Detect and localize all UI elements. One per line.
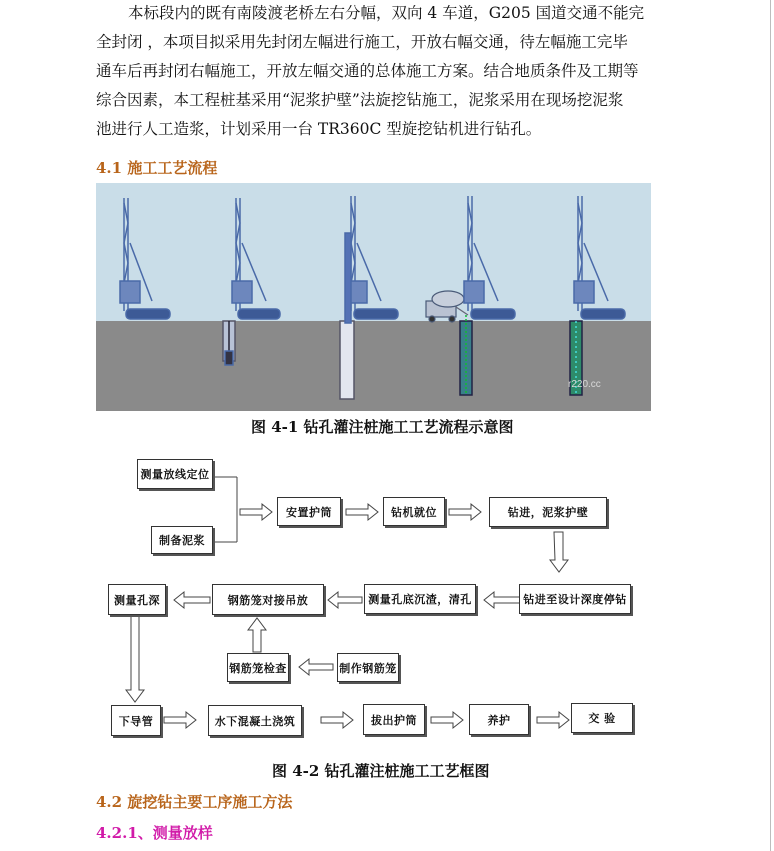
flow-box-cage-make: 制作钢筋笼 xyxy=(337,653,399,682)
flow-box-tremie: 下导管 xyxy=(111,705,161,736)
intro-line: 本标段内的既有南陵渡老桥左右分幅，双向 4 车道，G205 国道交通不能完 xyxy=(128,4,645,22)
flow-box-pull: 拔出护筒 xyxy=(363,704,425,735)
flow-box-survey: 测量放线定位 xyxy=(137,459,213,489)
sky xyxy=(96,183,651,321)
flow-box-accept: 交 验 xyxy=(571,703,633,733)
flow-box-clean: 测量孔底沉渣，清孔 xyxy=(364,584,476,614)
section-heading-4-2-1: 4.2.1、测量放样 xyxy=(96,824,213,842)
flow-box-drill: 钻进，泥浆护壁 xyxy=(489,497,607,527)
flow-box-depth: 测量孔深 xyxy=(108,584,166,615)
flow-box-cage-hoist: 钢筋笼对接吊放 xyxy=(212,584,324,615)
figure-2-caption: 图 4-2 钻孔灌注桩施工工艺框图 xyxy=(272,762,490,780)
figure-1-caption: 图 4-1 钻孔灌注桩施工工艺流程示意图 xyxy=(251,418,514,436)
intro-line: 综合因素，本工程桩基采用“泥浆护壁”法旋挖钻施工，泥浆采用在现场挖泥浆 xyxy=(96,91,624,109)
ground xyxy=(96,321,651,411)
image-watermark: r220.cc xyxy=(568,379,601,390)
flow-box-cage-check: 钢筋笼检查 xyxy=(227,653,289,682)
flow-box-pour: 水下混凝土浇筑 xyxy=(208,705,302,736)
flow-box-cure: 养护 xyxy=(469,704,529,735)
page-edge xyxy=(770,0,771,851)
intro-paragraph xyxy=(96,0,656,144)
flow-box-casing: 安置护筒 xyxy=(277,497,341,526)
section-heading-4-1: 4.1 施工工艺流程 xyxy=(96,159,218,177)
drilling-process-illustration xyxy=(96,183,651,411)
intro-line: 池进行人工造浆，计划采用一台 TR360C 型旋挖钻机进行钻孔。 xyxy=(96,120,542,138)
section-heading-4-2: 4.2 旋挖钻主要工序施工方法 xyxy=(96,793,293,811)
flow-box-rig: 钻机就位 xyxy=(383,497,445,526)
intro-line: 全封闭 ，本项目拟采用先封闭左幅进行施工，开放右幅交通，待左幅施工完毕 xyxy=(96,33,628,51)
flow-box-mud: 制备泥浆 xyxy=(151,526,213,554)
flow-box-stop: 钻进至设计深度停钻 xyxy=(519,584,631,614)
intro-line: 通车后再封闭右幅施工，开放左幅交通的总体施工方案。结合地质条件及工期等 xyxy=(96,62,639,80)
